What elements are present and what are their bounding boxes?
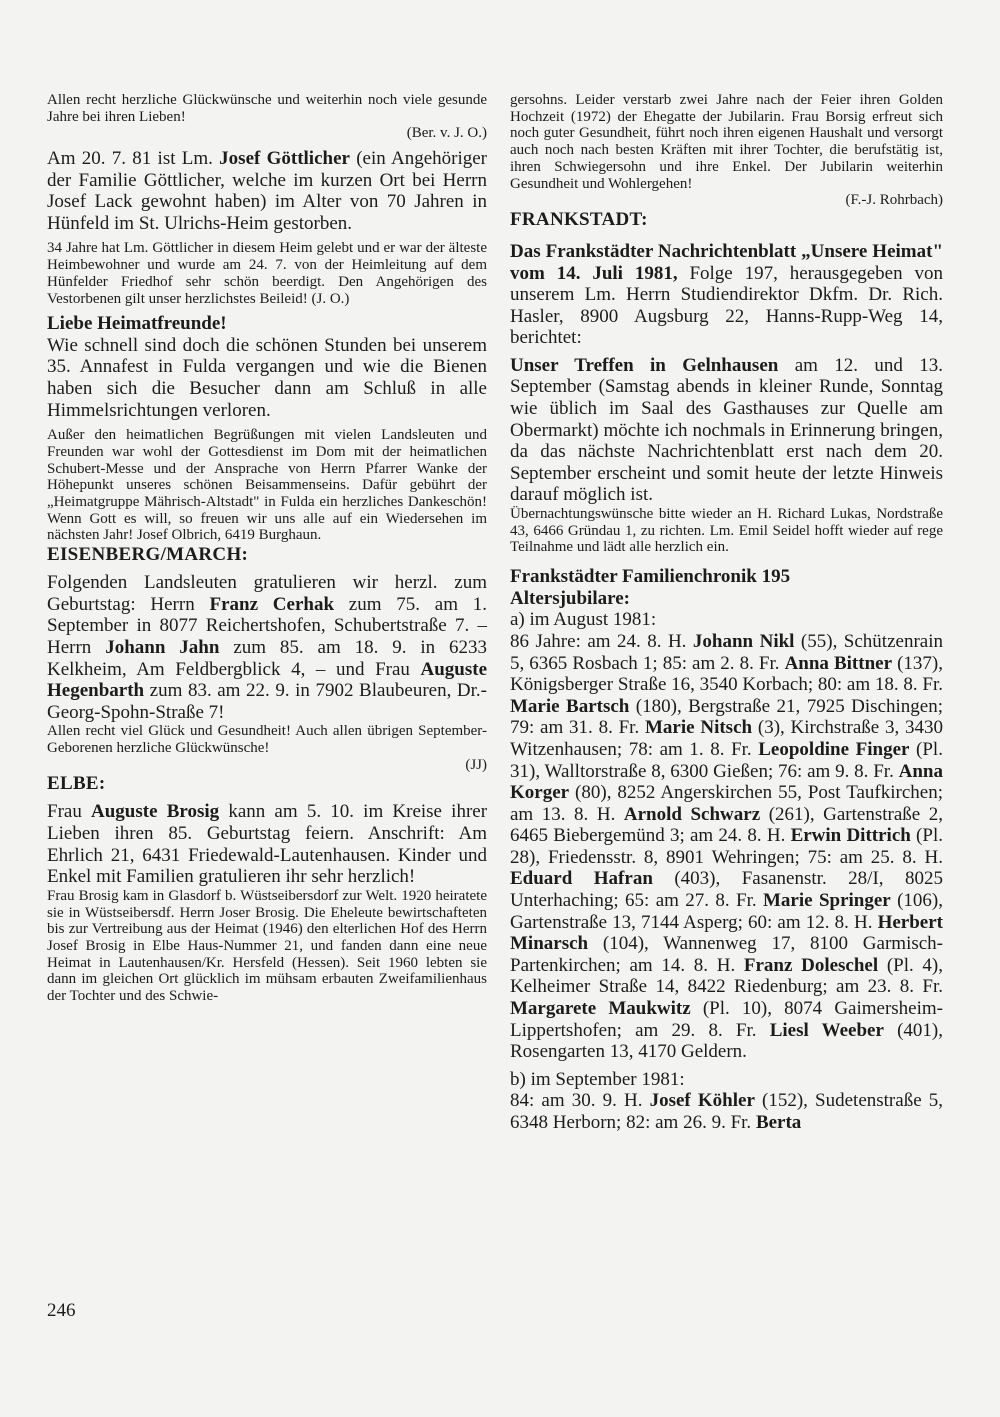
person-name: Johann Nikl <box>692 630 795 652</box>
left-column <box>47 92 487 1005</box>
person-name: Herbert Minarsch <box>510 911 943 955</box>
person-name: Auguste Brosig <box>91 801 220 823</box>
person-name: Leopoldine Finger <box>758 738 910 760</box>
section-heading-elbe: ELBE: <box>47 773 106 795</box>
entry-text: (Pl. 28), Friedensstr. 8, 8901 Wehringen; 75: am 25. 8. H. <box>510 825 943 868</box>
august-label: a) im August 1981: <box>510 609 657 631</box>
obituary-details: 34 Jahre hat Lm. Göttlicher in diesem Heim gelebt und er war der älteste Heimbewohner und wurde am 24. 7. von der Heimleitung auf dem Hünfelder Friedhof sehr schön beerdigt. Den Angehörigen des Vestorbenen gilt unser herzlichstes Beileid! (J. O.) <box>47 240 487 307</box>
entry-text: (Pl. 4), Kelheimer Straße 14, 8422 Riedenburg; am 23. 8. Fr. <box>510 954 943 998</box>
person-name: Josef Göttlicher <box>219 148 350 170</box>
entry-text: (137), Königsberger Straße 16, 3540 Korbach; 80: am 18. 8. Fr. <box>510 652 943 696</box>
entry-text: (261), Gartenstraße 2, 6465 Biebergemünd 3; am 24. 8. H. <box>510 803 944 847</box>
september-jubilee-list <box>510 1090 943 1133</box>
entry-text: 86 Jahre: am 24. 8. H. <box>510 630 693 652</box>
eisenberg-wishes: Allen recht viel Glück und Gesundheit! Auch allen übrigen September-Geborenen herzliche Glückwünsche! <box>47 723 487 757</box>
person-name: Berta <box>755 1112 802 1133</box>
person-name: Liesl Weeber <box>769 1019 884 1041</box>
person-name: Anna Korger <box>510 760 943 804</box>
person-name: Margarete Maukwitz <box>510 998 691 1020</box>
greeting-paragraph: Allen recht herzliche Glückwünsche und weiterhin noch viele gesunde Jahre bei ihren Lieben! <box>47 92 487 125</box>
entry-text: (3), Kirchstraße 3, 3430 Witzenhausen; 78: am 1. 8. Fr. <box>510 717 943 760</box>
eisenberg-birthdays: Folgenden Landsleuten gratulieren wir herzl. zum Geburtstag: Herrn Franz Cerhak zum 75. am 1. September in 8077 Reichertshofen, Schubertstraße 7. – Herrn Johann Jahn zum 85. am 18. 9. in 6233 Kelkheim, Am Feldbergblick 4, – und Frau Auguste Hegenbarth zum 83. am 22. 9. in 7902 Blaubeuren, Dr.-Georg-Spohn-Straße 7! <box>47 572 488 723</box>
person-name: Franz Doleschel <box>743 954 879 976</box>
elbe-birthday: Frau Auguste Brosig kann am 5. 10. im Kreise ihrer Lieben ihren 85. Geburtstag feiern. Anschrift: Am Ehrlich 21, 6431 Friedewald-Lautenhausen. Kinder und Enkel mit Familien gratulieren ihr sehr herzlich! <box>47 801 488 888</box>
section-heading-eisenberg: EISENBERG/MARCH: <box>47 544 249 566</box>
entry-text: (Pl. 10), 8074 Gaimersheim-Lippertshofen; am 29. 8. Fr. <box>510 998 944 1041</box>
elbe-signature: (F.-J. Rohrbach) <box>845 192 943 209</box>
person-name: Arnold Schwarz <box>623 803 761 825</box>
person-name: Johann Jahn <box>105 636 220 658</box>
familienchronik-heading: Frankstädter Familienchronik 195 <box>510 566 791 588</box>
september-label: b) im September 1981: <box>510 1068 685 1090</box>
entry-text: (55), Schützenrain 5, 6365 Rosbach 1; 85: am 2. 8. Fr. <box>510 630 943 674</box>
august-jubilee-list <box>510 631 943 1063</box>
person-name: Eduard Hafran <box>510 868 653 890</box>
entry-text: 84: am 30. 9. H. <box>510 1090 650 1112</box>
heimatfreunde-heading: Liebe Heimatfreunde! <box>47 313 227 335</box>
entry-text: (180), Bergstraße 21, 7925 Dischingen; 79: am 31. 8. Fr. <box>510 695 944 739</box>
nachrichtenblatt-paragraph: Das Frankstädter Nachrichtenblatt „Unsere Heimat" vom 14. Juli 1981, Folge 197, herausgegeben von unserem Lm. Herrn Studiendirektor Dkfm. Dr. Rich. Hasler, 8900 Augsburg 22, Hanns-Rupp-Weg 14, berichtet: <box>510 240 943 349</box>
treffen-paragraph: Unser Treffen in Gelnhausen am 12. und 13. September (Samstag abends in kleiner Runde, Sonntag wie üblich im Saal des Gasthauses zur Quelle am Obermarkt) möchte ich nochmals in Erinnerung bringen, da das nächste Nachrichtenblatt erst nach dem 20. September erscheint und somit heute der letzte Hinweis darauf möglich ist. <box>510 354 944 506</box>
entry-text: (401), Rosengarten 13, 4170 Geldern. <box>510 1019 944 1063</box>
entry-text: (403), Fasanenstr. 28/I, 8025 Unterhaching; 65: am 27. 8. Fr. <box>510 868 943 912</box>
eisenberg-signature: (JJ) <box>465 756 487 773</box>
page-number: 246 <box>47 1300 76 1321</box>
person-name: Marie Nitsch <box>645 717 753 739</box>
entry-text: (80), 8252 Angerskirchen 55, Post Taufkirchen; am 13. 8. H. <box>510 782 943 825</box>
person-name: Marie Bartsch <box>510 695 630 717</box>
elbe-biography-continued: gersohns. Leider verstarb zwei Jahre nach der Feier ihren Golden Hochzeit (1972) der Ehegatte der Jubilarin. Frau Borsig erfreut sich noch guter Gesundheit, führt noch ihren eigenen Haushalt und versorgt auch noch nach besten Kräften mit ihrer Tochter, die berufstätig ist, ihren Schwiegersohn und ihre Enkel. Der Jubilarin weiterhin Gesundheit und Wohlergehen! <box>510 92 943 192</box>
section-heading-frankstadt: FRANKSTADT: <box>510 208 648 230</box>
entry-text: (106), Gartenstraße 13, 7144 Asperg; 60: am 12. 8. H. <box>510 890 944 933</box>
entry-text: (104), Wannenweg 17, 8100 Garmisch-Partenkirchen; am 14. 8. H. <box>510 933 943 976</box>
annafest-paragraph: Wie schnell sind doch die schönen Stunden bei unserem 35. Annafest in Fulda vergangen und wie die Bienen haben sich die Besucher dann am Schluß in alle Himmelsrichtungen verloren. <box>47 334 487 421</box>
person-name: Anna Bittner <box>784 652 893 674</box>
right-column <box>510 92 943 1134</box>
person-name: Marie Springer <box>763 890 891 912</box>
person-name: Erwin Dittrich <box>790 825 911 847</box>
uebernachtung-paragraph: Übernachtungswünsche bitte wieder an H. Richard Lukas, Nordstraße 43, 6466 Gründau 1, zu richten. Lm. Emil Seidel hofft wieder auf rege Teilnahme und lädt alle herzlich ein. <box>510 506 943 556</box>
person-name: Josef Köhler <box>649 1090 755 1112</box>
obituary-goettlicher: Am 20. 7. 81 ist Lm. Josef Göttlicher (ein Angehöriger der Familie Göttlicher, welche im kurzen Ort bei Herrn Josef Lack gewohnt haben) im Alter von 70 Jahren in Hünfeld im St. Ulrichs-Heim gestorben. <box>47 148 487 234</box>
altersjubilare-heading: Altersjubilare: <box>510 587 630 609</box>
elbe-biography: Frau Brosig kam in Glasdorf b. Wüstseibersdorf zur Welt. 1920 heiratete sie in Wüstseibersdf. Herrn Joser Brosig. Die Eheleute bewirtschafteten bis zur Vertreibung aus der Heimat (1946) den elterlichen Hof des Herrn Josef Brosig in Elbe Haus-Nummer 21, und fanden dann eine neue Heimat in Lautenhausen/Kr. Hersfeld (Hessen). Seit 1960 lebten sie dann im gleichen Ort glücklich im mühsam erbauten Zweifamilienhaus der Tochter und des Schwie- <box>47 887 487 1005</box>
annafest-details: Außer den heimatlichen Begrüßungen mit vielen Landsleuten und Freunden war wohl der Gottesdienst im Dom mit der heimatlichen Schubert-Messe und der Ansprache von Herrn Pfarrer Wanke der Höhepunkt unseres schönen Beisammenseins. Dafür gebührt der „Heimatgruppe Mährisch-Altstadt" in Fulda ein herzliches Dankeschön! Wenn Gott es will, so freuen wir uns alle auf ein Wiedersehen im nächsten Jahr! Josef Olbrich, 6419 Burghaun. <box>47 427 487 544</box>
entry-text: (Pl. 31), Walltorstraße 8, 6300 Gießen; 76: am 9. 8. Fr. <box>510 738 943 782</box>
entry-text: (152), Sudetenstraße 5, 6348 Herborn; 82: am 26. 9. Fr. <box>510 1090 944 1133</box>
person-name: Franz Cerhak <box>209 593 335 615</box>
greeting-signature: (Ber. v. J. O.) <box>406 125 487 142</box>
person-name: Auguste Hegenbarth <box>47 658 488 702</box>
